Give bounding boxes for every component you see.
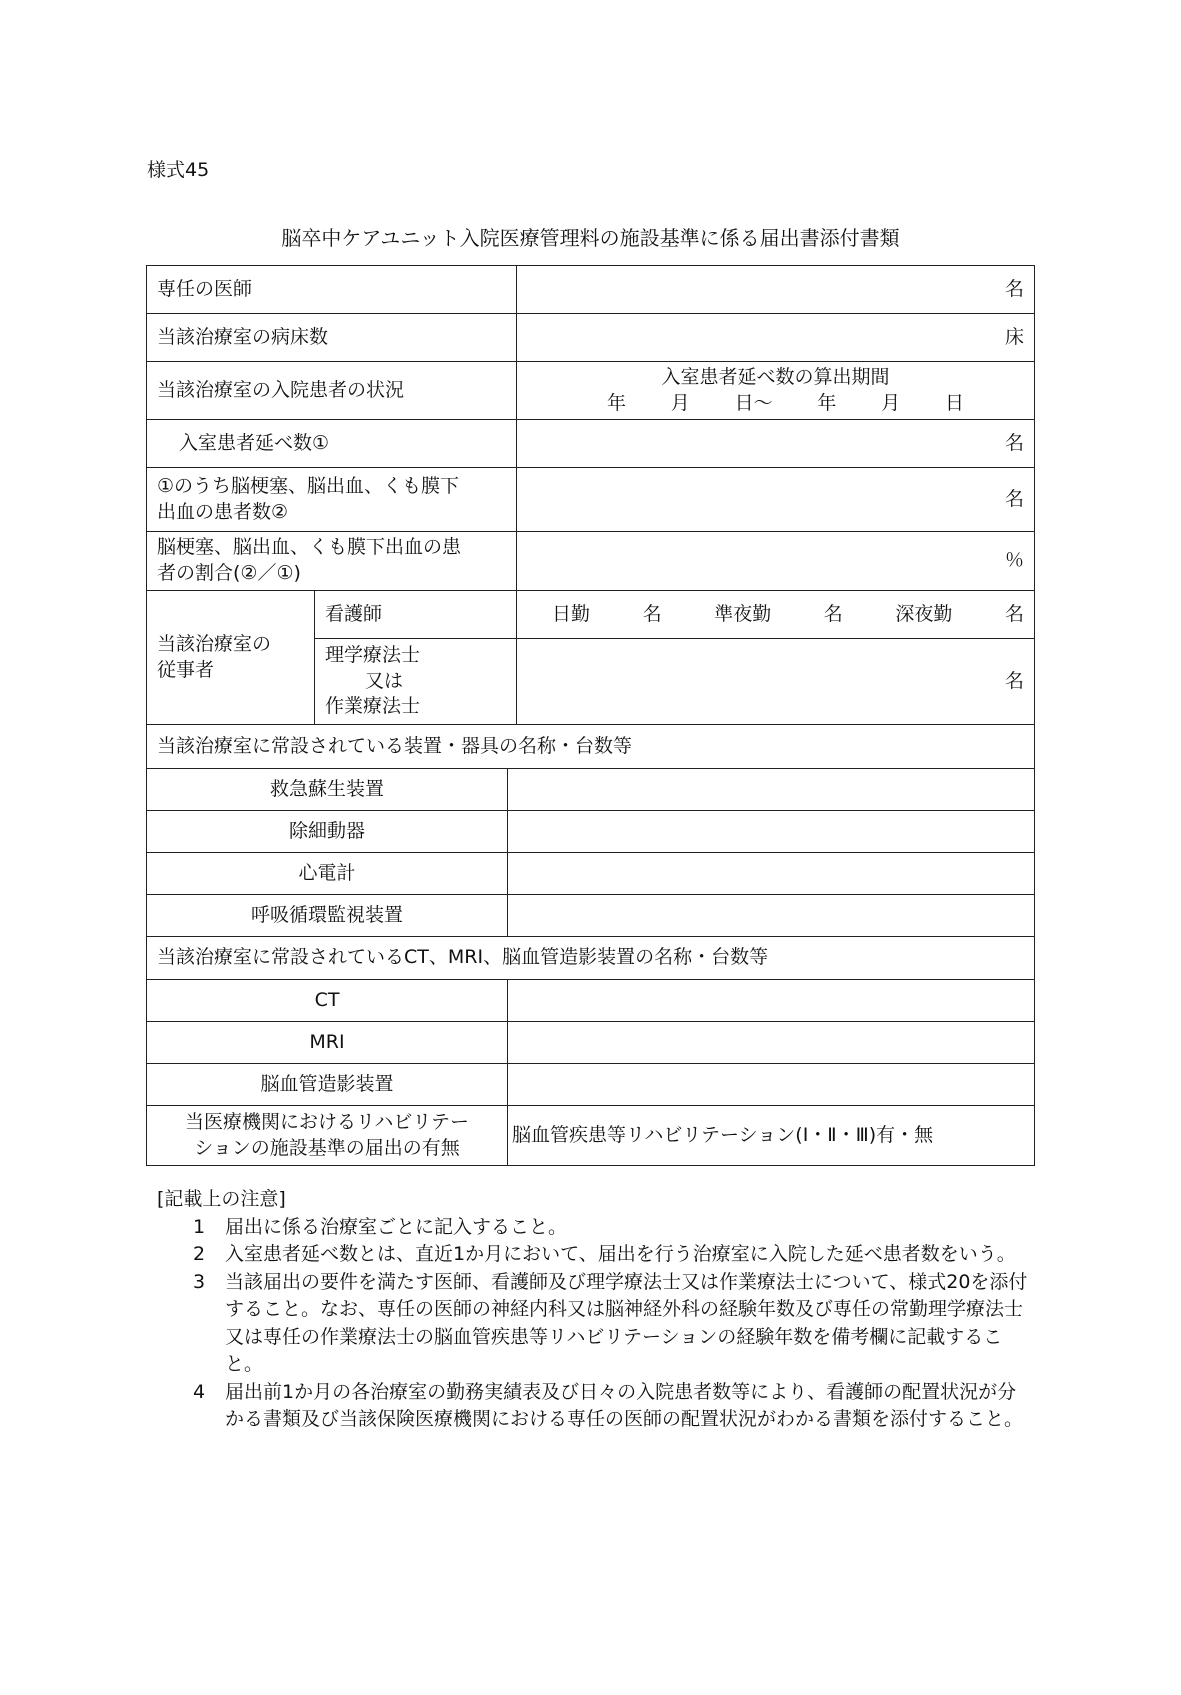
note-number: 3 xyxy=(193,1270,206,1293)
ratio-label-line2: 者の割合(②／①) xyxy=(157,562,301,584)
equipment-value-field[interactable] xyxy=(508,811,1035,853)
row-beds xyxy=(147,314,1035,362)
imaging-name: CT xyxy=(147,980,508,1022)
equipment-name: 救急蘇生装置 xyxy=(147,769,508,811)
equipment-value-field[interactable] xyxy=(508,895,1035,937)
therapist-label-line2: 又は xyxy=(365,669,404,692)
night-shift-label: 深夜勤 xyxy=(895,602,953,625)
beds-label: 当該治療室の病床数 xyxy=(147,314,517,362)
notes-title: [記載上の注意] xyxy=(157,1188,286,1210)
period-start-year: 年 xyxy=(607,391,627,414)
therapist-label xyxy=(315,639,517,725)
note-text: 届出前1か月の各治療室の勤務実績表及び日々の入院患者数等により、看護師の配置状況が分かる書類及び当該保険医療機関における専任の医師の配置状況がわかる書類を添付すること。 xyxy=(225,1380,1024,1431)
rehab-value-field[interactable]: 脳血管疾患等リハビリテーション(Ⅰ・Ⅱ・Ⅲ)有・無 xyxy=(508,1106,1035,1166)
period-label: 入室患者延べ数の算出期間 xyxy=(661,365,890,388)
row-status xyxy=(147,362,1035,420)
period-end-year: 年 xyxy=(817,391,837,414)
imaging-value-field[interactable] xyxy=(508,1022,1035,1064)
period-start-day: 日～ xyxy=(734,391,773,414)
document-title: 脳卒中ケアユニット入院医療管理料の施設基準に係る届出書添付書類 xyxy=(281,226,900,250)
beds-count-field[interactable] xyxy=(517,314,1035,362)
period-field[interactable] xyxy=(517,362,1035,420)
equipment-name: 除細動器 xyxy=(147,811,508,853)
equipment-row xyxy=(147,853,1035,895)
ratio-label-line1: 脳梗塞、脳出血、くも膜下出血の患 xyxy=(157,536,462,559)
notes-section xyxy=(157,1186,1034,1434)
nurse-label: 看護師 xyxy=(315,591,517,639)
evening-shift-label: 準夜勤 xyxy=(714,602,772,625)
form-number: 様式45 xyxy=(147,159,210,181)
day-shift-unit: 名 xyxy=(642,602,662,625)
ratio-field[interactable] xyxy=(517,532,1035,591)
total-patients-unit: 名 xyxy=(1004,431,1024,454)
total-patients-field[interactable] xyxy=(517,420,1035,468)
row-physician xyxy=(147,266,1035,314)
row-equipment-header xyxy=(147,725,1035,769)
note-item xyxy=(193,1379,1034,1434)
equipment-row xyxy=(147,769,1035,811)
note-number: 4 xyxy=(193,1380,206,1403)
note-item xyxy=(193,1241,1034,1269)
note-item xyxy=(193,1214,1034,1242)
stroke-patients-label-line1: ①のうち脳梗塞、脳出血、くも膜下 xyxy=(157,474,460,497)
row-staff-nurse xyxy=(147,591,1035,639)
note-text: 入室患者延べ数とは、直近1か月において、届出を行う治療室に入院した延べ患者数をいう。 xyxy=(225,1243,1016,1266)
note-number: 2 xyxy=(193,1243,206,1266)
rehab-label xyxy=(147,1106,508,1166)
note-number: 1 xyxy=(193,1215,206,1238)
imaging-name: 脳血管造影装置 xyxy=(147,1064,508,1106)
row-imaging-header xyxy=(147,937,1035,980)
note-item xyxy=(193,1269,1034,1379)
nurse-shift-field[interactable] xyxy=(517,591,1035,639)
imaging-row xyxy=(147,1064,1035,1106)
application-form-table xyxy=(146,265,1035,1166)
imaging-value-field[interactable] xyxy=(508,980,1035,1022)
equipment-name: 呼吸循環監視装置 xyxy=(147,895,508,937)
ratio-label xyxy=(147,532,517,591)
therapist-count-field[interactable] xyxy=(517,639,1035,725)
note-text: 届出に係る治療室ごとに記入すること。 xyxy=(225,1215,568,1238)
rehab-label-line2: ションの施設基準の届出の有無 xyxy=(194,1136,460,1159)
physician-unit: 名 xyxy=(1004,277,1024,300)
equipment-row xyxy=(147,811,1035,853)
physician-count-field[interactable] xyxy=(517,266,1035,314)
status-label: 当該治療室の入院患者の状況 xyxy=(147,362,517,420)
night-shift-unit: 名 xyxy=(1004,602,1024,625)
imaging-row xyxy=(147,1022,1035,1064)
note-text: 当該届出の要件を満たす医師、看護師及び理学療法士又は作業療法士について、様式20を添付すること。なお、専任の医師の神経内科又は脳神経外科の経験年数及び専任の常勤理学療法士又は専任の作業療法士の脳血管疾患等リハビリテーションの経験年数を備考欄に記載すること。 xyxy=(225,1270,1028,1376)
therapist-label-line3: 作業療法士 xyxy=(325,695,421,718)
imaging-header: 当該治療室に常設されているCT、MRI、脳血管造影装置の名称・台数等 xyxy=(147,937,1035,980)
staff-label xyxy=(147,591,315,725)
period-end-month: 月 xyxy=(881,391,901,414)
rehab-label-line1: 当医療機関におけるリハビリテー xyxy=(184,1110,470,1133)
stroke-patients-unit: 名 xyxy=(1004,487,1024,510)
equipment-value-field[interactable] xyxy=(508,853,1035,895)
therapist-unit: 名 xyxy=(1004,669,1024,692)
equipment-header: 当該治療室に常設されている装置・器具の名称・台数等 xyxy=(147,725,1035,769)
evening-shift-unit: 名 xyxy=(823,602,843,625)
therapist-label-line1: 理学療法士 xyxy=(325,644,421,667)
stroke-patients-label xyxy=(147,468,517,532)
physician-label: 専任の医師 xyxy=(147,266,517,314)
period-date-range xyxy=(527,391,1024,417)
ratio-unit: ％ xyxy=(1004,549,1024,572)
stroke-patients-field[interactable] xyxy=(517,468,1035,532)
beds-unit: 床 xyxy=(1004,325,1024,348)
day-shift-label: 日勤 xyxy=(552,602,591,625)
staff-label-line2: 従事者 xyxy=(157,658,215,681)
imaging-row xyxy=(147,980,1035,1022)
row-stroke-patients xyxy=(147,468,1035,532)
imaging-name: MRI xyxy=(147,1022,508,1064)
row-total-patients xyxy=(147,420,1035,468)
row-ratio xyxy=(147,532,1035,591)
equipment-value-field[interactable] xyxy=(508,769,1035,811)
period-end-day: 日 xyxy=(944,391,964,414)
equipment-name: 心電計 xyxy=(147,853,508,895)
imaging-value-field[interactable] xyxy=(508,1064,1035,1106)
period-start-month: 月 xyxy=(670,391,690,414)
staff-label-line1: 当該治療室の xyxy=(157,632,272,655)
total-patients-label: 入室患者延べ数① xyxy=(147,420,517,468)
stroke-patients-label-line2: 出血の患者数② xyxy=(157,500,289,523)
equipment-row xyxy=(147,895,1035,937)
row-rehab xyxy=(147,1106,1035,1166)
